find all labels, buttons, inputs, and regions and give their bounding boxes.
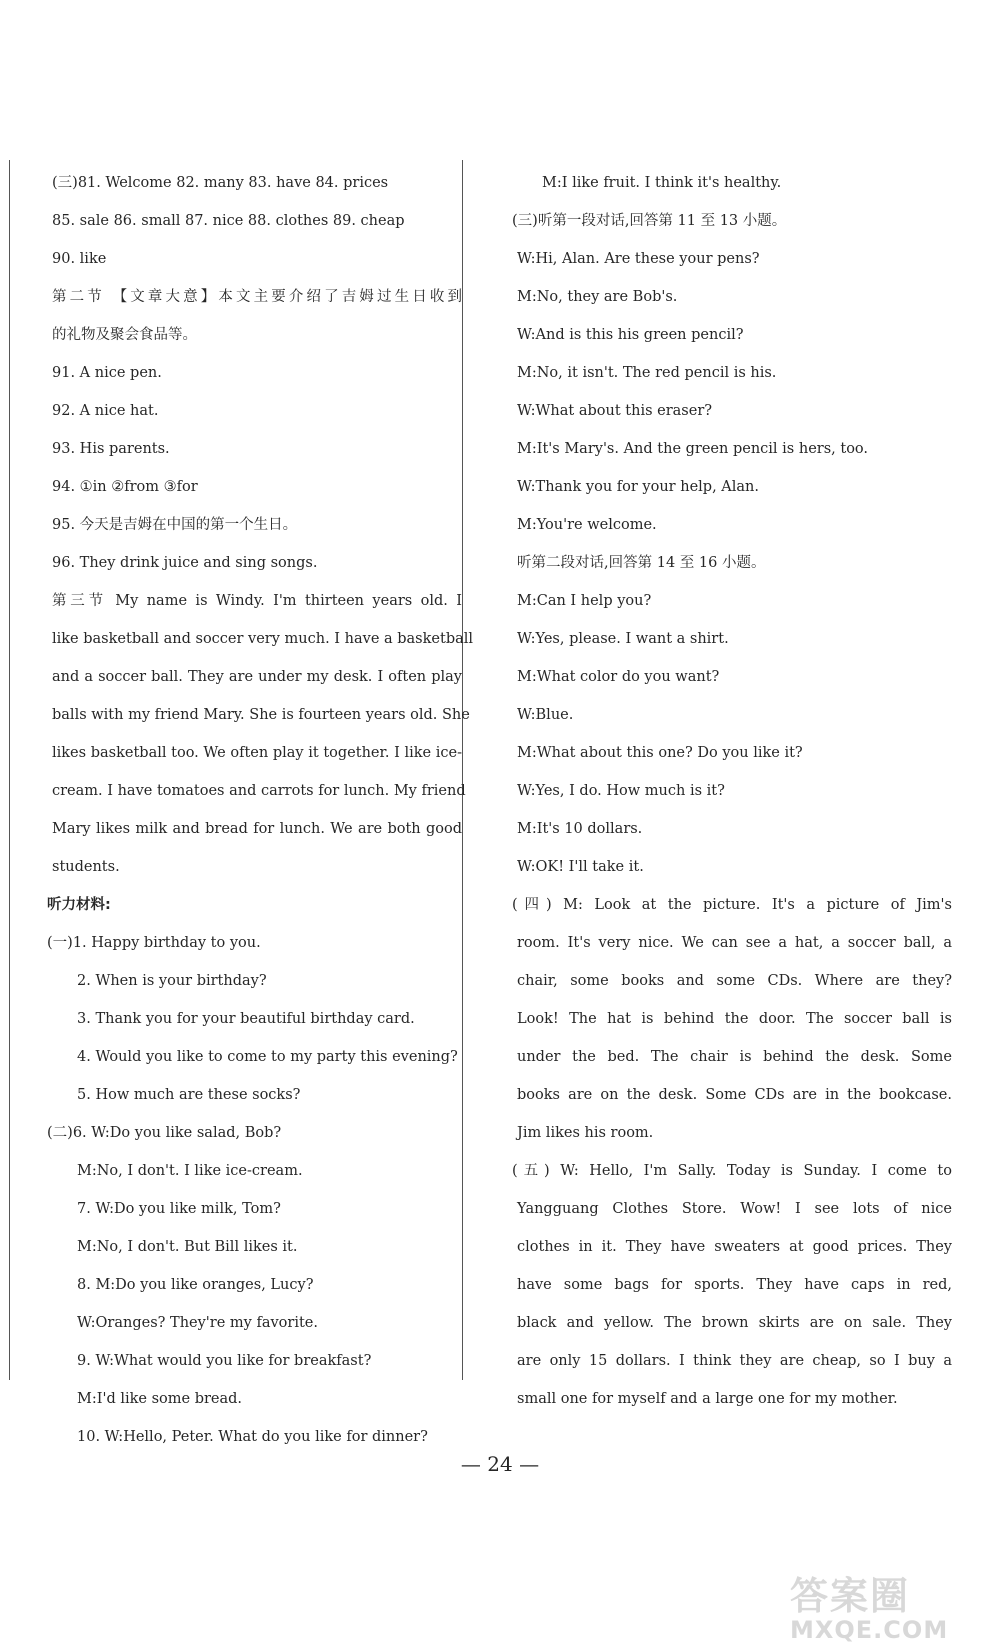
watermark-logo xyxy=(790,1565,990,1645)
text-line: M:What color do you want? xyxy=(517,669,720,685)
text-line: 90. like xyxy=(52,251,107,267)
text-line: 91. A nice pen. xyxy=(52,365,162,381)
text-line: 94. ①in ②from ③for xyxy=(52,479,198,495)
text-line: chair, some books and some CDs. Where are they? xyxy=(517,973,952,989)
left-column xyxy=(47,164,474,1456)
text-line: (一)1. Happy birthday to you. xyxy=(47,935,261,951)
text-line: 4. Would you like to come to my party this evening? xyxy=(77,1049,458,1065)
text-line: M:It's 10 dollars. xyxy=(517,821,643,837)
column-divider xyxy=(462,160,463,1380)
left-margin-rule xyxy=(9,160,10,1380)
text-line: M:I'd like some bread. xyxy=(77,1391,243,1407)
text-line: balls with my friend Mary. She is fourteen years old. She xyxy=(52,707,470,723)
text-line: M:It's Mary's. And the green pencil is hers, too. xyxy=(517,441,869,457)
text-line: 96. They drink juice and sing songs. xyxy=(52,555,318,571)
text-line: W:Blue. xyxy=(517,707,574,723)
page-number: — 24 — xyxy=(460,1452,540,1476)
watermark-cn: 答案圈 xyxy=(790,1574,911,1618)
text-line: Jim likes his room. xyxy=(517,1125,654,1141)
text-line: room. It's very nice. We can see a hat, a soccer ball, a xyxy=(517,935,952,951)
text-line: and a soccer ball. They are under my desk. I often play xyxy=(52,669,462,685)
text-line: Mary likes milk and bread for lunch. We are both good xyxy=(52,821,462,837)
text-line: 第三节 My name is Windy. I'm thirteen years old. I xyxy=(52,593,462,609)
text-line: Look! The hat is behind the door. The soccer ball is xyxy=(517,1011,952,1027)
text-line: under the bed. The chair is behind the desk. Some xyxy=(517,1049,952,1065)
text-line: W:Oranges? They're my favorite. xyxy=(77,1315,318,1331)
text-line: are only 15 dollars. I think they are cheap, so I buy a xyxy=(517,1353,952,1369)
text-line: W:Thank you for your help, Alan. xyxy=(517,479,759,495)
text-line: clothes in it. They have sweaters at good prices. They xyxy=(517,1239,952,1255)
text-line: W:What about this eraser? xyxy=(517,403,713,419)
text-line: (五) W: Hello, I'm Sally. Today is Sunday. I come to xyxy=(512,1163,952,1179)
text-line: (三)81. Welcome 82. many 83. have 84. prices xyxy=(52,175,389,191)
text-line: M:What about this one? Do you like it? xyxy=(517,745,803,761)
text-line: 93. His parents. xyxy=(52,441,170,457)
text-line: 的礼物及聚会食品等。 xyxy=(52,327,197,343)
text-line: cream. I have tomatoes and carrots for lunch. My friend xyxy=(52,783,466,799)
text-line: W:Yes, I do. How much is it? xyxy=(517,783,725,799)
text-line: M:You're welcome. xyxy=(517,517,657,533)
text-line: W:OK! I'll take it. xyxy=(517,859,644,875)
text-line: M:Can I help you? xyxy=(517,593,652,609)
text-line: 第二节 【文章大意】本文主要介绍了吉姆过生日收到 xyxy=(52,289,462,305)
text-line: have some bags for sports. They have caps in red, xyxy=(517,1277,952,1293)
text-line: black and yellow. The brown skirts are on sale. They xyxy=(517,1315,952,1331)
text-line: 85. sale 86. small 87. nice 88. clothes 89. cheap xyxy=(52,213,405,229)
text-line: (四) M: Look at the picture. It's a picture of Jim's xyxy=(512,897,952,913)
text-line: 2. When is your birthday? xyxy=(77,973,267,989)
right-column xyxy=(512,164,952,1418)
text-line: (三)听第一段对话,回答第 11 至 13 小题。 xyxy=(512,213,787,229)
text-line: like basketball and soccer very much. I have a basketball xyxy=(52,631,474,647)
text-line: 8. M:Do you like oranges, Lucy? xyxy=(77,1277,314,1293)
text-line: M:No, I don't. I like ice-cream. xyxy=(77,1163,303,1179)
text-line: 5. How much are these socks? xyxy=(77,1087,301,1103)
text-line: students. xyxy=(52,859,120,875)
text-line: 听力材料: xyxy=(47,897,111,913)
text-line: 9. W:What would you like for breakfast? xyxy=(77,1353,372,1369)
text-line: 听第二段对话,回答第 14 至 16 小题。 xyxy=(517,555,766,571)
text-line: M:I like fruit. I think it's healthy. xyxy=(542,175,782,191)
text-line: 7. W:Do you like milk, Tom? xyxy=(77,1201,281,1217)
text-line: 10. W:Hello, Peter. What do you like for dinner? xyxy=(77,1429,428,1445)
text-line: W:Yes, please. I want a shirt. xyxy=(517,631,729,647)
text-line: (二)6. W:Do you like salad, Bob? xyxy=(47,1125,282,1141)
text-line: M:No, they are Bob's. xyxy=(517,289,678,305)
text-line: Yangguang Clothes Store. Wow! I see lots of nice xyxy=(517,1201,952,1217)
text-line: 92. A nice hat. xyxy=(52,403,159,419)
text-line: W:Hi, Alan. Are these your pens? xyxy=(517,251,760,267)
text-line: books are on the desk. Some CDs are in the bookcase. xyxy=(517,1087,952,1103)
watermark-en: MXQE.COM xyxy=(790,1616,949,1644)
text-line: M:No, I don't. But Bill likes it. xyxy=(77,1239,298,1255)
text-line: 95. 今天是吉姆在中国的第一个生日。 xyxy=(52,517,298,533)
text-line: likes basketball too. We often play it together. I like ice- xyxy=(52,745,462,761)
text-line: small one for myself and a large one for my mother. xyxy=(517,1391,898,1407)
text-line: W:And is this his green pencil? xyxy=(517,327,744,343)
text-line: M:No, it isn't. The red pencil is his. xyxy=(517,365,777,381)
text-line: 3. Thank you for your beautiful birthday card. xyxy=(77,1011,415,1027)
